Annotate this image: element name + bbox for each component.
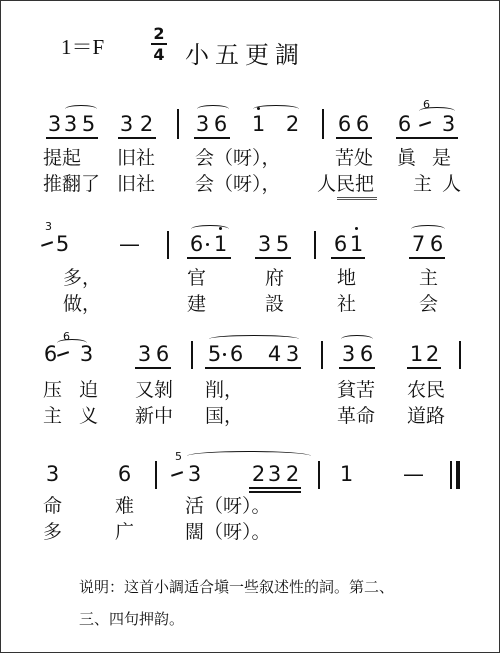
dot xyxy=(223,353,226,356)
lyric: 建 xyxy=(187,293,207,315)
note: 3 xyxy=(195,112,210,136)
barline xyxy=(318,461,320,489)
lyric: 迫 xyxy=(79,379,99,401)
song-title: 小五更調 xyxy=(185,41,305,69)
note: 6 xyxy=(189,232,204,256)
note: 2 xyxy=(139,112,154,136)
lyric: 削， xyxy=(205,379,244,401)
note: 6 xyxy=(355,112,370,136)
note: 6 xyxy=(359,342,374,366)
final-barline-thick xyxy=(456,461,460,489)
grace-note: 5 xyxy=(175,450,182,463)
barline xyxy=(177,109,179,139)
lyric: 地 xyxy=(337,267,357,289)
key-signature: 1＝F xyxy=(61,35,105,59)
lyric: 又剝 xyxy=(135,379,174,401)
time-signature xyxy=(151,25,167,63)
note: 6 xyxy=(397,112,412,136)
note: 3 xyxy=(257,232,272,256)
note: 5 xyxy=(275,232,290,256)
slur xyxy=(209,335,299,343)
lyric: 苦处 xyxy=(335,147,374,169)
barline xyxy=(459,341,461,369)
underline xyxy=(255,257,291,259)
grace-note: 6 xyxy=(423,98,430,111)
slur xyxy=(197,105,229,113)
barline xyxy=(191,341,193,369)
lyric: 闊（呀）。 xyxy=(185,521,271,543)
dot xyxy=(206,243,209,246)
high-dot xyxy=(355,227,358,230)
slur xyxy=(419,107,455,115)
lyric: 貧苦 xyxy=(337,379,376,401)
underline xyxy=(249,487,301,489)
note: 3 xyxy=(63,112,78,136)
underline xyxy=(118,137,156,139)
barline xyxy=(155,461,157,489)
lyric: 活（呀）。 xyxy=(185,495,271,517)
note-line-2: 三、四句押韵。 xyxy=(79,610,185,628)
lyric: 道路 xyxy=(407,405,446,427)
underline xyxy=(194,137,230,139)
note: 2 xyxy=(251,462,266,486)
underline xyxy=(249,491,301,493)
note: — xyxy=(403,462,424,486)
note: 3 xyxy=(187,462,202,486)
meter-bottom: 4 xyxy=(153,45,165,64)
lyric: 多 xyxy=(43,521,63,543)
underline xyxy=(396,137,458,139)
grace-slash xyxy=(419,121,431,126)
lyric: 人民把 xyxy=(317,173,375,195)
note: 3 xyxy=(79,342,94,366)
grace-note: 3 xyxy=(45,220,52,233)
note: 1 xyxy=(409,342,424,366)
barline xyxy=(167,231,169,259)
slur xyxy=(341,335,373,343)
lyric: 命 xyxy=(43,495,63,517)
note: 6 xyxy=(337,112,352,136)
note: 6 xyxy=(117,462,132,486)
note: 2 xyxy=(425,342,440,366)
lyric: 推翻了 xyxy=(43,173,101,195)
underline xyxy=(407,367,441,369)
note: 4 xyxy=(267,342,282,366)
lyric: 新中 xyxy=(135,405,174,427)
note: 3 xyxy=(341,342,356,366)
slur xyxy=(57,339,87,347)
note: 1 xyxy=(213,232,228,256)
explanation-note xyxy=(79,571,479,635)
lyric: 旧社 xyxy=(117,147,156,169)
lyric: 社 xyxy=(337,293,357,315)
grace-slash xyxy=(41,241,53,246)
slur xyxy=(65,105,97,113)
lyric: 义 xyxy=(79,405,99,427)
note: 3 xyxy=(441,112,456,136)
lyric: 革命 xyxy=(337,405,376,427)
note: 6 xyxy=(155,342,170,366)
grace-slash xyxy=(171,471,183,476)
lyric: 国， xyxy=(205,405,244,427)
lyric: 难 xyxy=(115,495,135,517)
lyric: 会（呀）， xyxy=(195,173,281,195)
note-line-1: 说明：这首小調适合塡一些叙述性的詞。第二、 xyxy=(79,578,395,596)
grace-note: 6 xyxy=(63,330,70,343)
lyric: 官 xyxy=(187,267,207,289)
note: 3 xyxy=(119,112,134,136)
lyric: 农民 xyxy=(407,379,446,401)
note: 5 xyxy=(207,342,222,366)
lyric: 会（呀）， xyxy=(195,147,281,169)
note: 1 xyxy=(251,112,266,136)
double-underline xyxy=(337,197,377,200)
lyric: 提起 xyxy=(43,147,82,169)
barline xyxy=(314,231,316,259)
slur xyxy=(187,451,311,461)
lyric: 压 xyxy=(43,379,63,401)
underline xyxy=(331,257,365,259)
lyric: 府 xyxy=(265,267,285,289)
note: 7 xyxy=(411,232,426,256)
note: 3 xyxy=(137,342,152,366)
underline xyxy=(336,137,372,139)
underline xyxy=(187,257,231,259)
note: — xyxy=(119,232,140,256)
final-barline-thin xyxy=(450,461,452,489)
note: 5 xyxy=(81,112,96,136)
note: 2 xyxy=(285,112,300,136)
note: 3 xyxy=(45,462,60,486)
lyric: 做， xyxy=(63,293,102,315)
note: 6 xyxy=(213,112,228,136)
lyric: 多， xyxy=(63,267,102,289)
note: 2 xyxy=(285,462,300,486)
lyric: 广 xyxy=(115,521,135,543)
meter-top: 2 xyxy=(153,24,165,43)
note: 3 xyxy=(47,112,62,136)
barline xyxy=(322,109,324,139)
slur xyxy=(191,225,229,233)
note: 6 xyxy=(333,232,348,256)
underline xyxy=(339,367,375,369)
barline xyxy=(321,341,323,369)
lyric: 設 xyxy=(265,293,285,315)
lyric: 旧社 xyxy=(117,173,156,195)
underline xyxy=(135,367,171,369)
note: 6 xyxy=(43,342,58,366)
slur xyxy=(411,225,445,233)
note: 1 xyxy=(339,462,354,486)
lyric: 会 xyxy=(419,293,439,315)
note: 1 xyxy=(349,232,364,256)
lyric: 主 xyxy=(419,267,439,289)
lyric: 主人 xyxy=(413,173,472,195)
underline xyxy=(409,257,445,259)
note: 3 xyxy=(285,342,300,366)
underline xyxy=(205,367,301,369)
note: 5 xyxy=(55,232,70,256)
slur xyxy=(253,105,299,113)
note: 3 xyxy=(267,462,282,486)
underline xyxy=(46,137,98,139)
grace-slash xyxy=(57,351,69,356)
lyric: 眞是 xyxy=(397,147,468,169)
lyric: 主 xyxy=(43,405,63,427)
note: 6 xyxy=(429,232,444,256)
note: 6 xyxy=(229,342,244,366)
